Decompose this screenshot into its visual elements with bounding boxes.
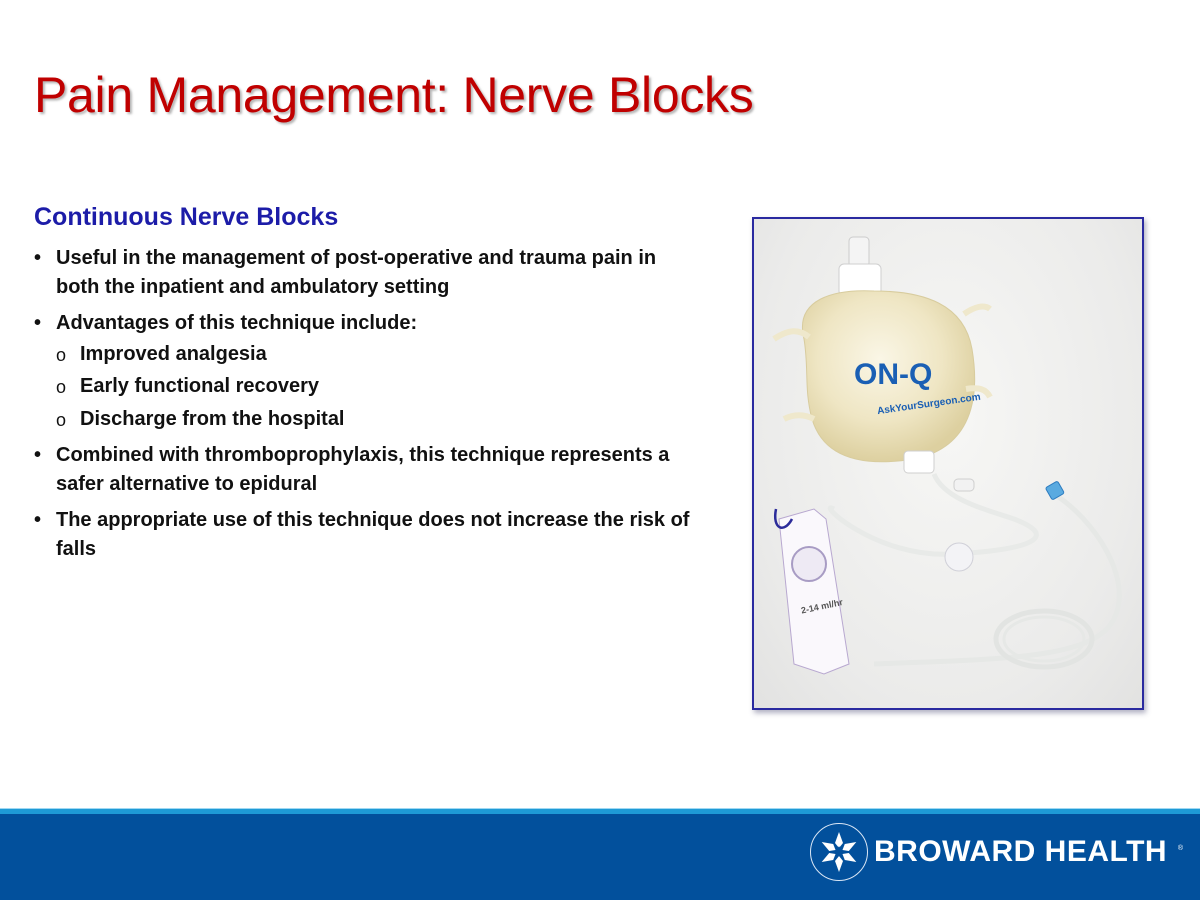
bullet-item <box>34 441 694 498</box>
registered-mark: ® <box>1177 845 1184 852</box>
bullet-marker: • <box>34 444 42 466</box>
bullet-text: Advantages of this technique include: <box>56 312 418 334</box>
onq-brand-text: ON-Q <box>854 358 933 391</box>
onq-url-text: AskYourSurgeon.com <box>876 391 982 418</box>
bullet-item <box>34 244 694 301</box>
bullet-text: Useful in the management of post-operative and trauma pain in both the inpatient and ambulatory setting <box>56 247 657 298</box>
sub-bullet-marker: o <box>56 409 67 430</box>
slide-title: Pain Management: Nerve Blocks <box>34 67 754 123</box>
sub-bullet-item <box>34 340 694 369</box>
bullet-list <box>34 244 694 563</box>
sub-bullet-text: Early functional recovery <box>80 375 319 397</box>
sub-bullet-text: Improved analgesia <box>80 342 267 365</box>
subheading: Continuous Nerve Blocks <box>34 203 339 231</box>
sub-bullet-item <box>34 372 694 401</box>
bullet-item <box>34 506 694 563</box>
pain-pump-photo <box>752 217 1144 710</box>
bullet-text: Combined with thromboprophylaxis, this technique represents a safer alternative to epidural <box>56 444 670 495</box>
bullet-marker: • <box>34 247 42 269</box>
star-logo-icon <box>810 823 868 881</box>
sub-bullet-marker: o <box>56 344 67 365</box>
bullet-marker: • <box>34 509 42 531</box>
broward-health-logo <box>810 822 1184 882</box>
sub-bullet-text: Discharge from the hospital <box>80 407 345 430</box>
bullet-text: The appropriate use of this technique does not increase the risk of falls <box>56 509 690 560</box>
sub-bullet-item <box>34 405 694 434</box>
sub-bullet-marker: o <box>56 377 67 397</box>
flow-rate-label: 2-14 ml/hr <box>800 596 844 616</box>
logo-text: BROWARD HEALTH <box>874 835 1168 868</box>
bullet-item <box>34 309 694 338</box>
bullet-marker: • <box>34 312 42 334</box>
onq-pump-illustration <box>754 219 1142 708</box>
slide-content <box>34 200 694 571</box>
